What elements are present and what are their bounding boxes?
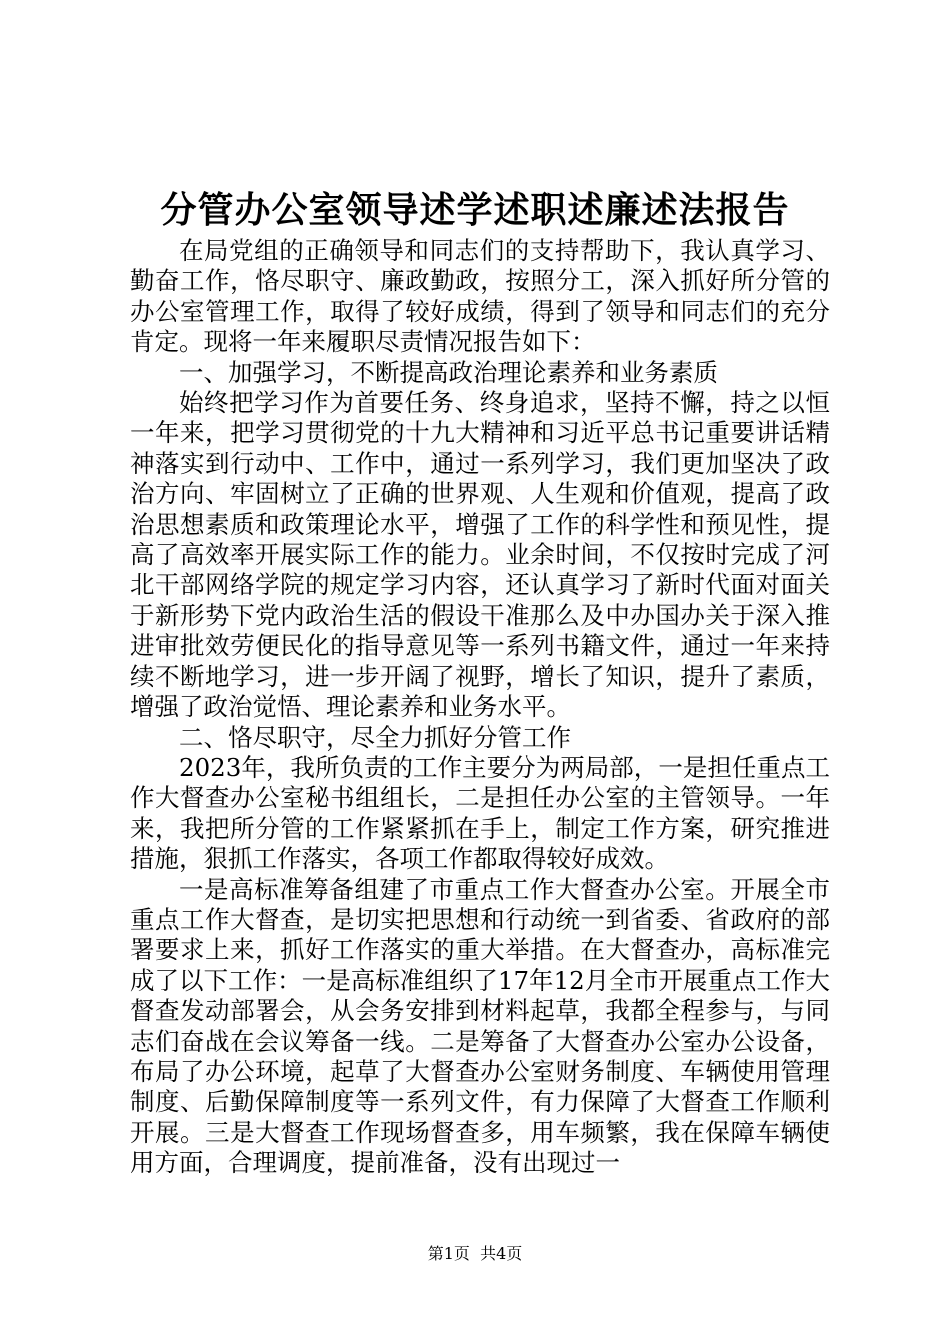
document-title: 分管办公室领导述学述职述廉述法报告 — [160, 189, 790, 231]
total-pages-label: 共4页 — [480, 1244, 523, 1263]
paragraph-duties: 2023年，我所负责的工作主要分为两局部，一是担任重点工作大督查办公室秘书组组长，二是担任办公室的主管领导。一年来，我把所分管的工作紧紧抓在手上，制定工作方案，研究推进措施，狠抓工作落实，各项工作都取得较好成效。 — [130, 752, 830, 874]
section-heading-1: 一、加强学习，不断提高政治理论素养和业务素质 — [179, 357, 718, 387]
page-footer — [0, 1244, 950, 1264]
paragraph-inspection-office: 一是高标准筹备组建了市重点工作大督查办公室。开展全市重点工作大督查，是切实把思想和行动统一到省委、省政府的部署要求上来，抓好工作落实的重大举措。在大督查办，高标准完成了以下工作：一是高标准组织了17年12月全市开展重点工作大督查发动部署会，从会务安排到材料起草，我都全程参与，与同志们奋战在会议筹备一线。二是筹备了大督查办公室办公设备，布局了办公环境，起草了大督查办公室财务制度、车辆使用管理制度、后勤保障制度等一系列文件，有力保障了大督查工作顺利开展。三是大督查工作现场督查多，用车频繁，我在保障车辆使用方面，合理调度，提前准备，没有出现过一 — [130, 874, 830, 1178]
paragraph-intro: 在局党组的正确领导和同志们的支持帮助下，我认真学习、勤奋工作，恪尽职守、廉政勤政，按照分工，深入抓好所分管的办公室管理工作，取得了较好成绩，得到了领导和同志们的充分肯定。现将一年来履职尽责情况报告如下： — [130, 236, 830, 357]
current-page-label: 第1页 — [427, 1244, 470, 1263]
section-heading-2: 二、恪尽职守，尽全力抓好分管工作 — [179, 722, 571, 752]
document-body — [130, 236, 830, 1179]
paragraph-study: 始终把学习作为首要任务、终身追求，坚持不懈，持之以恒一年来，把学习贯彻党的十九大精神和习近平总书记重要讲话精神落实到行动中、工作中，通过一系列学习，我们更加坚决了政治方向、牢固树立了正确的世界观、人生观和价值观，提高了政治思想素质和政策理论水平，增强了工作的科学性和预见性，提高了高效率开展实际工作的能力。业余时间，不仅按时完成了河北干部网络学院的规定学习内容，还认真学习了新时代面对面关于新形势下党内政治生活的假设干准那么及中办国办关于深入推进审批效劳便民化的指导意见等一系列书籍文件，通过一年来持续不断地学习，进一步开阔了视野，增长了知识，提升了素质，增强了政治觉悟、理论素养和业务水平。 — [130, 388, 830, 722]
